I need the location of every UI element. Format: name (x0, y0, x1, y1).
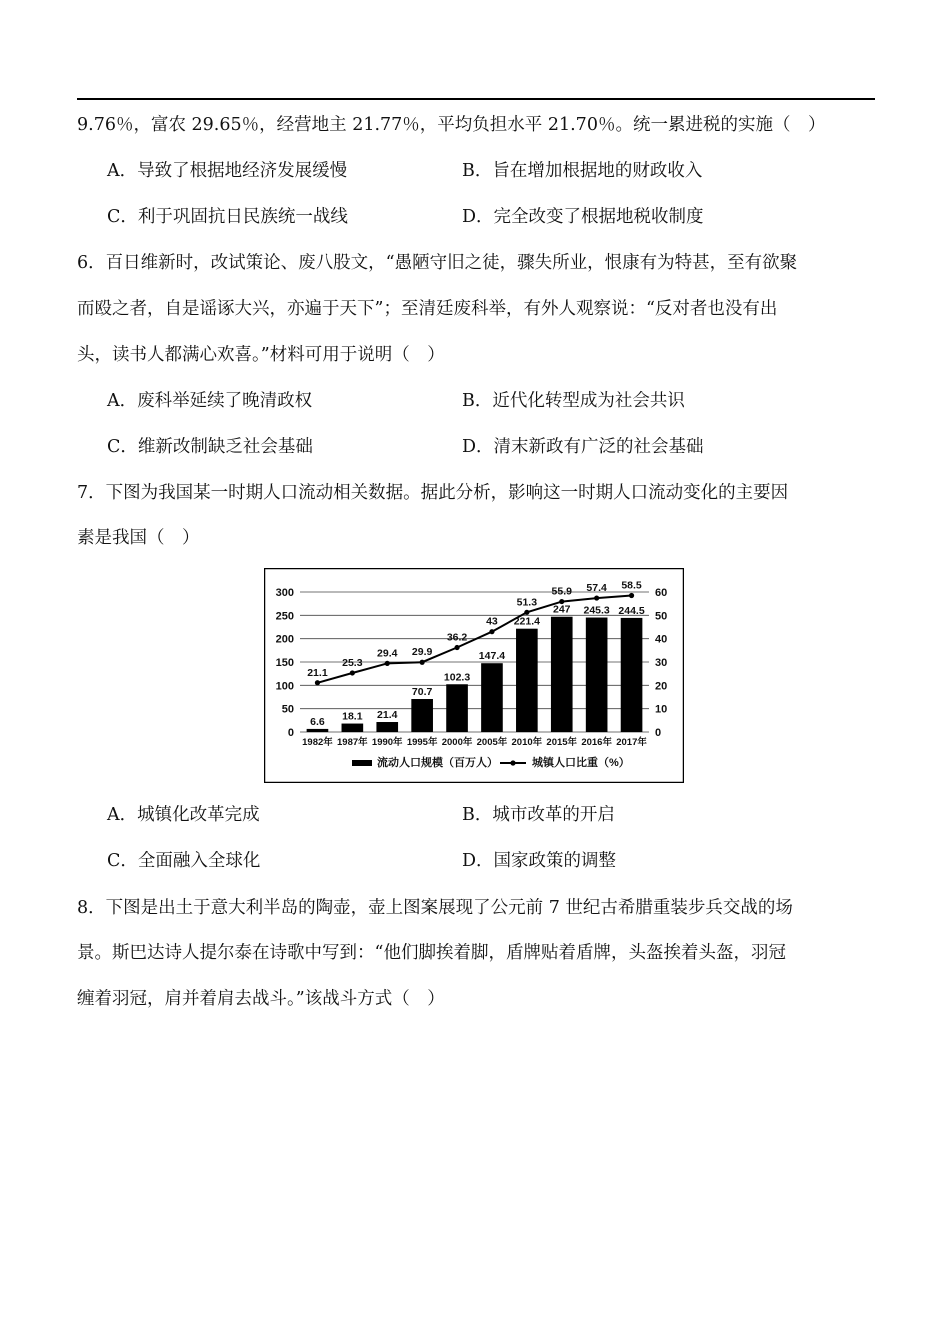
bar (551, 617, 573, 732)
bar-label: 18.1 (342, 710, 363, 723)
right-axis-tick: 40 (655, 633, 668, 646)
q6-option-d[interactable]: D．清末新政有广泛的社会基础 (462, 437, 704, 457)
q5-option-d[interactable]: D．完全改变了根据地税收制度 (462, 207, 704, 227)
q7-stem-line1: 7．下图为我国某一时期人口流动相关数据。据此分析，影响这一时期人口流动变化的主要因 (77, 483, 789, 503)
chart-svg (264, 568, 684, 783)
bar (516, 629, 538, 732)
line-point (629, 593, 634, 598)
q7-stem-line2: 素是我国（ ） (77, 528, 200, 548)
population-flow-chart (264, 568, 684, 783)
bar (376, 722, 398, 732)
q6-stem-line3: 头，读书人都满心欢喜。”材料可用于说明（ ） (77, 345, 445, 365)
line-label: 29.4 (377, 647, 398, 660)
line-point (454, 645, 459, 650)
bar (411, 699, 433, 732)
line-point (489, 629, 494, 634)
line-label: 29.9 (411, 646, 433, 659)
q5-option-b[interactable]: B．旨在增加根据地的财政收入 (462, 161, 703, 181)
legend-bar-swatch (352, 760, 372, 766)
right-axis-tick: 30 (655, 657, 668, 669)
q5-option-c[interactable]: C．利于巩固抗日民族统一战线 (107, 207, 348, 227)
x-tick-label: 2005年 (476, 737, 508, 748)
q8-stem-line3: 缠着羽冠，肩并着肩去战斗。”该战斗方式（ ） (77, 989, 445, 1009)
bar-label: 244.5 (618, 604, 645, 617)
line-label: 36.2 (446, 631, 468, 644)
header-rule (77, 98, 875, 100)
line-point (594, 595, 599, 600)
line-label: 57.4 (586, 582, 607, 595)
left-axis-tick: 150 (275, 657, 294, 669)
bar (586, 618, 608, 732)
bar (446, 684, 468, 732)
x-tick-label: 2016年 (581, 737, 612, 748)
bar (621, 618, 643, 732)
q8-stem-line1: 8．下图是出土于意大利半岛的陶壶，壶上图案展现了公元前 7 世纪古希腊重装步兵交战的场 (77, 898, 793, 918)
legend-line-label: 城镇人口比重（%） (532, 757, 630, 769)
left-axis-tick: 0 (287, 727, 294, 739)
q5-stem: 9.76％，富农 29.65％，经营地主 21.77％，平均负担水平 21.70％。统一累进税的实施（ ） (77, 115, 826, 135)
x-tick-label: 2000年 (441, 737, 473, 748)
right-axis-tick: 20 (655, 680, 668, 693)
left-axis-tick: 200 (275, 633, 294, 646)
line-point (524, 610, 529, 615)
bar (481, 663, 503, 732)
x-tick-label: 1982年 (302, 737, 333, 748)
x-tick-label: 1995年 (406, 737, 438, 748)
q6-option-c[interactable]: C．维新改制缺乏社会基础 (107, 437, 313, 457)
left-axis-tick: 300 (275, 587, 294, 599)
q7-option-d[interactable]: D．国家政策的调整 (462, 851, 617, 871)
q7-option-b[interactable]: B．城市改革的开启 (462, 805, 615, 825)
line-point (350, 670, 355, 675)
left-axis-tick: 100 (275, 680, 294, 693)
q8-stem-line2: 景。斯巴达诗人提尔泰在诗歌中写到：“他们脚挨着脚，盾牌贴着盾牌，头盔挨着头盔，羽冠 (77, 943, 786, 963)
q6-option-a[interactable]: A．废科举延续了晚清政权 (107, 391, 313, 411)
right-axis-tick: 0 (655, 727, 662, 739)
bar-label: 21.4 (377, 709, 398, 722)
x-tick-label: 2010年 (511, 737, 543, 748)
q5-option-a[interactable]: A．导致了根据地经济发展缓慢 (107, 161, 348, 181)
q6-stem-line2: 而殴之者，自是谣诼大兴，亦遍于天下”；至清廷废科举，有外人观察说：“反对者也没有出 (77, 299, 778, 319)
right-axis-tick: 50 (655, 610, 668, 623)
bar (307, 729, 329, 732)
x-tick-label: 2015年 (546, 737, 578, 748)
bar (342, 724, 364, 732)
line-label: 25.3 (342, 656, 363, 669)
line-point (559, 599, 564, 604)
legend-line-marker (510, 760, 515, 765)
line-point (385, 661, 390, 666)
bar-label: 6.6 (310, 715, 325, 728)
q7-option-a[interactable]: A．城镇化改革完成 (107, 805, 260, 825)
x-tick-label: 1987年 (337, 737, 368, 748)
q6-option-b[interactable]: B．近代化转型成为社会共识 (462, 391, 685, 411)
q6-stem-line1: 6．百日维新时，改试策论、废八股文，“愚陋守旧之徒，骤失所业，恨康有为特甚，至有欲聚 (77, 253, 798, 273)
line-label: 51.3 (516, 596, 538, 609)
right-axis-tick: 10 (655, 703, 668, 716)
bar-label: 147.4 (478, 650, 506, 663)
bar-label: 245.3 (583, 604, 610, 617)
bar-label: 247 (552, 603, 571, 616)
q7-option-c[interactable]: C．全面融入全球化 (107, 851, 261, 871)
x-tick-label: 2017年 (616, 737, 647, 748)
bar-label: 221.4 (513, 615, 540, 628)
left-axis-tick: 50 (281, 703, 294, 716)
line-label: 43 (486, 615, 498, 628)
right-axis-tick: 60 (655, 587, 668, 599)
line-label: 58.5 (621, 579, 642, 592)
bar-label: 70.7 (411, 686, 433, 699)
line-label: 55.9 (551, 585, 572, 598)
line-label: 21.1 (307, 666, 328, 679)
bar-label: 102.3 (443, 671, 471, 684)
x-tick-label: 1990年 (371, 737, 403, 748)
left-axis-tick: 250 (275, 610, 294, 623)
line-point (315, 680, 320, 685)
legend-bar-label: 流动人口规模（百万人） (377, 757, 498, 769)
line-point (420, 660, 425, 665)
